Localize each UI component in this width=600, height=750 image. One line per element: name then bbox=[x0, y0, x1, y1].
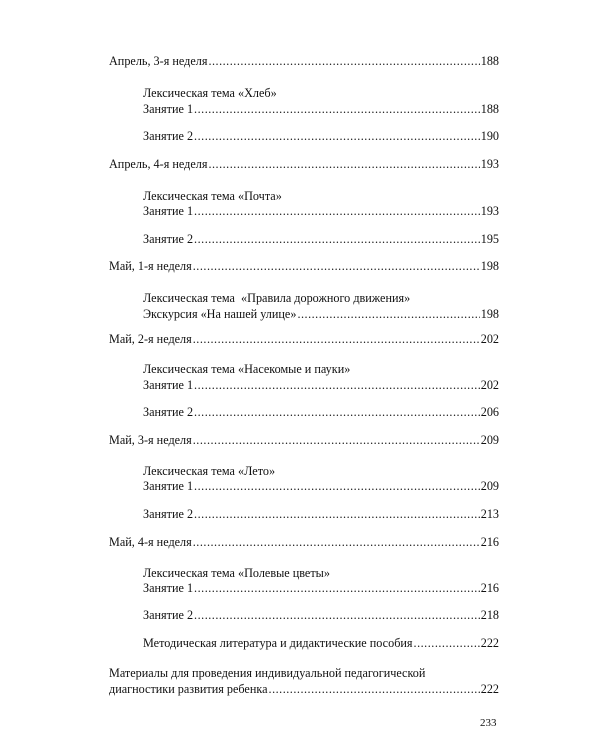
toc-topic-title: Лексическая тема «Почта» bbox=[143, 189, 282, 203]
toc-week-label: Май, 2-я неделя bbox=[109, 332, 192, 346]
toc-page-number: 209 bbox=[480, 433, 499, 447]
toc-week-label: Май, 4-я неделя bbox=[109, 535, 192, 549]
leader-dots bbox=[194, 404, 480, 420]
toc-topic-title: Лексическая тема «Насекомые и пауки» bbox=[143, 362, 351, 376]
leader-dots bbox=[193, 534, 480, 550]
toc-lesson-entry bbox=[143, 404, 499, 420]
toc-week-label: Апрель, 3-я неделя bbox=[109, 54, 208, 68]
toc-lesson-label: Экскурсия «На нашей улице» bbox=[143, 307, 297, 321]
leader-dots bbox=[414, 635, 480, 651]
toc-lesson-entry bbox=[143, 203, 499, 219]
toc-topic-title: Лексическая тема «Правила дорожного движения» bbox=[143, 291, 411, 305]
toc-lesson-label: Занятие 2 bbox=[143, 405, 194, 419]
toc-page-number: 213 bbox=[480, 507, 499, 521]
toc-page-number: 206 bbox=[480, 405, 499, 419]
leader-dots bbox=[194, 128, 480, 144]
toc-lesson-entry bbox=[143, 580, 499, 596]
toc-page-number: 193 bbox=[480, 157, 499, 171]
leader-dots bbox=[193, 258, 480, 274]
toc-week-label: Апрель, 4-я неделя bbox=[109, 157, 208, 171]
toc-lesson-label: Занятие 1 bbox=[143, 378, 194, 392]
toc-materials-title: Материалы для проведения индивидуальной педагогической bbox=[109, 666, 426, 680]
toc-page-number: 216 bbox=[480, 581, 499, 595]
leader-dots bbox=[194, 203, 480, 219]
toc-lesson-entry bbox=[143, 306, 499, 322]
toc-lesson-label: Занятие 2 bbox=[143, 129, 194, 143]
leader-dots bbox=[194, 478, 480, 494]
toc-lesson-label: Занятие 2 bbox=[143, 232, 194, 246]
leader-dots bbox=[193, 432, 480, 448]
toc-literature-label: Методическая литература и дидактические пособия bbox=[143, 636, 413, 650]
toc-lesson-entry bbox=[143, 478, 499, 494]
toc-week-entry bbox=[109, 258, 499, 274]
leader-dots bbox=[208, 156, 479, 172]
toc-page-number: 218 bbox=[480, 608, 499, 622]
toc-lesson-label: Занятие 1 bbox=[143, 102, 194, 116]
toc-page-number: 188 bbox=[480, 54, 499, 68]
toc-page-number: 195 bbox=[480, 232, 499, 246]
toc-materials-label: диагностики развития ребенка bbox=[109, 682, 268, 696]
toc-page-number: 202 bbox=[480, 378, 499, 392]
toc-lesson-label: Занятие 1 bbox=[143, 479, 194, 493]
toc-week-label: Май, 1-я неделя bbox=[109, 259, 192, 273]
leader-dots bbox=[269, 681, 480, 697]
leader-dots bbox=[194, 231, 480, 247]
toc-lesson-entry bbox=[143, 607, 499, 623]
toc-page-number: 198 bbox=[480, 307, 499, 321]
leader-dots bbox=[194, 580, 480, 596]
toc-page-number: 198 bbox=[480, 259, 499, 273]
toc-page-number: 193 bbox=[480, 204, 499, 218]
toc-lesson-entry bbox=[143, 231, 499, 247]
toc-week-entry bbox=[109, 432, 499, 448]
leader-dots bbox=[194, 506, 480, 522]
leader-dots bbox=[193, 331, 480, 347]
toc-lesson-label: Занятие 1 bbox=[143, 581, 194, 595]
toc-week-entry bbox=[109, 53, 499, 69]
toc-lesson-entry bbox=[143, 377, 499, 393]
leader-dots bbox=[194, 377, 480, 393]
toc-week-entry bbox=[109, 156, 499, 172]
toc-page-number: 202 bbox=[480, 332, 499, 346]
toc-lesson-entry bbox=[143, 506, 499, 522]
leader-dots bbox=[194, 607, 480, 623]
toc-page-number: 222 bbox=[480, 636, 499, 650]
toc-page-number: 188 bbox=[480, 102, 499, 116]
toc-topic-title: Лексическая тема «Хлеб» bbox=[143, 86, 277, 100]
toc-page-number: 216 bbox=[480, 535, 499, 549]
toc-lesson-label: Занятие 2 bbox=[143, 507, 194, 521]
leader-dots bbox=[208, 53, 479, 69]
toc-topic-title: Лексическая тема «Полевые цветы» bbox=[143, 566, 330, 580]
toc-week-entry bbox=[109, 534, 499, 550]
toc-lesson-label: Занятие 2 bbox=[143, 608, 194, 622]
toc-lesson-entry bbox=[143, 128, 499, 144]
leader-dots bbox=[297, 306, 479, 322]
toc-page-number: 209 bbox=[480, 479, 499, 493]
toc-week-entry bbox=[109, 331, 499, 347]
toc-lesson-entry bbox=[143, 101, 499, 117]
page-number: 233 bbox=[480, 717, 497, 729]
toc-page-number: 190 bbox=[480, 129, 499, 143]
toc-materials-entry bbox=[109, 681, 499, 697]
toc-week-label: Май, 3-я неделя bbox=[109, 433, 192, 447]
toc-topic-title: Лексическая тема «Лето» bbox=[143, 464, 276, 478]
toc-literature-entry bbox=[143, 635, 499, 651]
leader-dots bbox=[194, 101, 480, 117]
toc-lesson-label: Занятие 1 bbox=[143, 204, 194, 218]
toc-page-number: 222 bbox=[480, 682, 499, 696]
